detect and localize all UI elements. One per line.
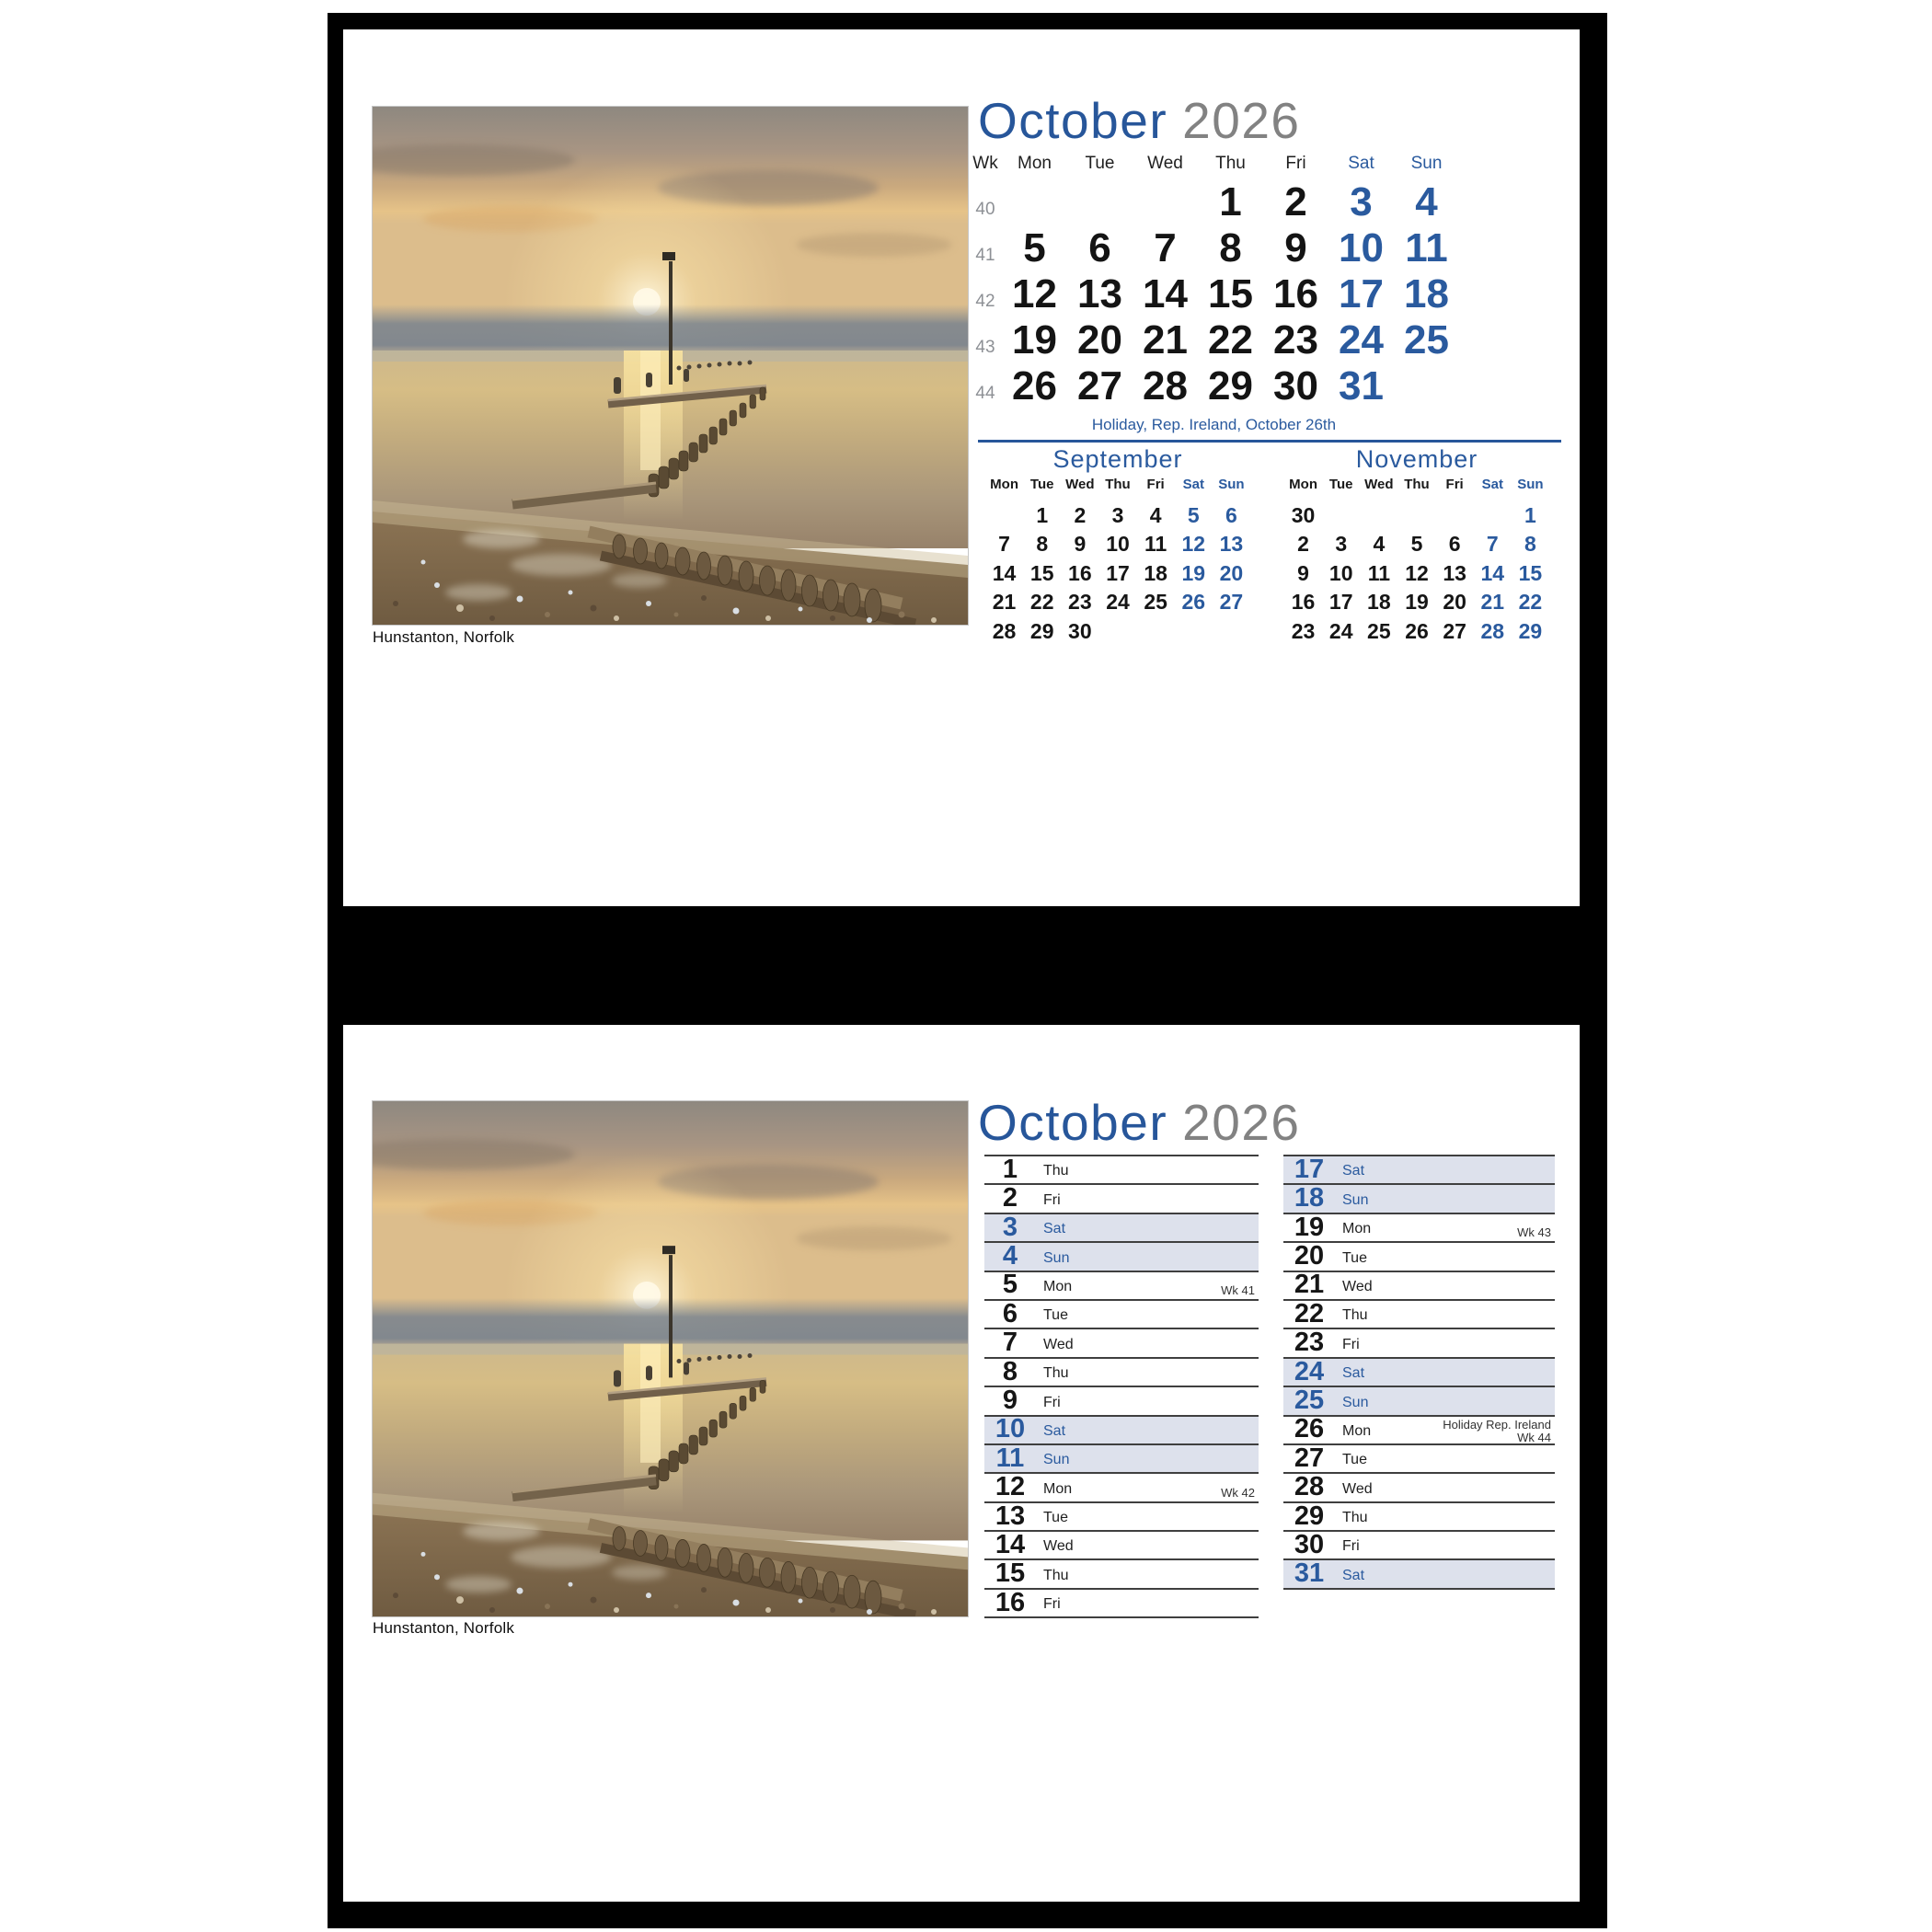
photo-caption: Hunstanton, Norfolk	[373, 628, 515, 646]
mini-date-cell: 18	[1367, 590, 1391, 614]
mini-date-cell: 12	[1405, 560, 1429, 585]
day-name: Wed	[1043, 1336, 1074, 1352]
mini-date-cell: 29	[1029, 618, 1054, 643]
grid-week-row	[969, 270, 1459, 316]
mini-header-sun: Sun	[1517, 477, 1544, 492]
mini-date-cell: 9	[1074, 532, 1087, 556]
mini-date-cell: 24	[1106, 590, 1130, 614]
day-name: Sun	[1043, 1452, 1070, 1468]
mini-date-cell: 29	[1518, 618, 1543, 643]
mini-date-cell: 27	[1443, 618, 1466, 643]
mini-date-cell: 28	[992, 618, 1017, 643]
month-title: October	[978, 1094, 1168, 1151]
day-row	[1283, 1241, 1555, 1270]
date-cell: 23	[1273, 317, 1318, 363]
date-cell: 2	[1284, 179, 1307, 225]
grid-week-row	[969, 362, 1459, 408]
day-number: 8	[1002, 1356, 1018, 1386]
mini-date-cell: 16	[1068, 560, 1092, 585]
mini-header-wed: Wed	[1065, 477, 1095, 492]
grid-header-row	[969, 154, 1459, 178]
day-number: 21	[1294, 1270, 1325, 1300]
date-cell: 5	[1023, 225, 1046, 271]
day-number: 18	[1294, 1183, 1325, 1213]
day-name: Tue	[1342, 1452, 1367, 1468]
day-number: 6	[1002, 1298, 1018, 1328]
date-cell: 9	[1284, 225, 1307, 271]
day-row	[1283, 1183, 1555, 1212]
date-cell: 1	[1219, 179, 1242, 225]
day-row	[984, 1357, 1259, 1386]
mini-date-cell: 4	[1149, 502, 1162, 527]
date-cell: 17	[1339, 271, 1384, 317]
day-number: 16	[995, 1587, 1026, 1617]
date-cell: 19	[1012, 317, 1057, 363]
mini-date-cell: 17	[1106, 560, 1130, 585]
mini-date-cell: 22	[1518, 590, 1543, 614]
grid-header-wed: Wed	[1147, 154, 1183, 173]
date-cell: 21	[1143, 317, 1188, 363]
note-line: Wk 42	[1221, 1485, 1255, 1500]
mini-date-cell: 19	[1405, 590, 1429, 614]
grid-week-row	[969, 178, 1459, 224]
day-name: Fri	[1342, 1538, 1360, 1555]
date-cell: 15	[1208, 271, 1253, 317]
mini-date-cell: 14	[1480, 560, 1505, 585]
mini-date-cell: 6	[1225, 502, 1237, 527]
mini-date-cell: 8	[1036, 532, 1049, 556]
mini-date-cell: 4	[1373, 532, 1386, 556]
day-row	[984, 1183, 1259, 1212]
day-name: Wed	[1342, 1278, 1373, 1294]
date-cell: 13	[1077, 271, 1122, 317]
mini-header-thu: Thu	[1404, 477, 1430, 492]
week-note	[1221, 1476, 1255, 1499]
day-name: Mon	[1043, 1278, 1073, 1294]
date-cell	[1394, 406, 1459, 408]
date-cell: 28	[1143, 363, 1188, 409]
mini-title: November	[1355, 445, 1478, 473]
day-name: Sat	[1043, 1422, 1066, 1439]
grid-header-sat: Sat	[1348, 154, 1374, 173]
day-name: Fri	[1043, 1191, 1061, 1208]
day-name: Thu	[1342, 1510, 1368, 1526]
mini-date-cell: 12	[1181, 532, 1206, 556]
mini-date-cell: 25	[1144, 590, 1167, 614]
mini-week-row	[985, 555, 1250, 584]
mini-date-cell: 5	[1410, 532, 1423, 556]
day-name: Wed	[1043, 1538, 1074, 1555]
mini-date-cell: 6	[1448, 532, 1461, 556]
grid-header-sun: Sun	[1410, 154, 1443, 173]
date-cell	[1002, 222, 1067, 224]
mini-date-cell: 14	[992, 560, 1017, 585]
planner-column-right	[1283, 1155, 1555, 1590]
day-number: 24	[1294, 1356, 1325, 1386]
mini-header-mon: Mon	[1289, 477, 1317, 492]
day-number: 29	[1294, 1501, 1325, 1531]
day-number: 11	[995, 1443, 1025, 1473]
day-row	[984, 1530, 1259, 1558]
week-number: 44	[975, 384, 995, 403]
note-line: Holiday Rep. Ireland	[1443, 1417, 1551, 1432]
mini-date-cell: 3	[1335, 532, 1348, 556]
mini-date-cell: 24	[1328, 618, 1353, 643]
date-cell: 8	[1219, 225, 1242, 271]
day-number: 7	[1002, 1328, 1018, 1358]
mini-header-sat: Sat	[1182, 477, 1204, 492]
mini-date-cell: 3	[1111, 502, 1124, 527]
day-row	[1283, 1558, 1555, 1587]
date-cell: 12	[1012, 271, 1057, 317]
mini-header-row	[1284, 477, 1549, 497]
mini-date-cell: 7	[1486, 532, 1499, 556]
planner-column-left	[984, 1155, 1259, 1618]
date-cell	[1133, 222, 1198, 224]
day-row	[1283, 1472, 1555, 1501]
mini-date-cell: 9	[1297, 560, 1309, 585]
mini-date-cell: 25	[1367, 618, 1391, 643]
day-name: Sat	[1342, 1567, 1365, 1583]
note-line: Wk 43	[1517, 1225, 1551, 1240]
date-cell: 10	[1339, 225, 1384, 271]
beach-sunset-artwork	[373, 1101, 968, 1616]
day-row	[984, 1328, 1259, 1356]
mini-date-cell: 1	[1524, 502, 1536, 527]
date-cell: 27	[1077, 363, 1122, 409]
photo-caption: Hunstanton, Norfolk	[373, 1619, 515, 1637]
day-number: 30	[1294, 1529, 1325, 1559]
mini-header-tue: Tue	[1029, 477, 1054, 492]
day-number: 22	[1294, 1298, 1325, 1328]
mini-header-fri: Fri	[1445, 477, 1464, 492]
mini-date-cell: 10	[1106, 532, 1130, 556]
day-row	[984, 1558, 1259, 1587]
date-cell: 24	[1339, 317, 1384, 363]
mini-date-cell: 13	[1219, 532, 1244, 556]
day-number: 9	[1002, 1385, 1018, 1415]
day-number: 1	[1002, 1154, 1018, 1184]
day-name: Thu	[1043, 1567, 1069, 1583]
grid-week-row	[969, 316, 1459, 362]
day-name: Tue	[1043, 1307, 1068, 1324]
day-number: 26	[1294, 1414, 1325, 1444]
day-row	[1283, 1530, 1555, 1558]
day-row	[984, 1443, 1259, 1472]
beach-photo-bottom	[372, 1100, 969, 1617]
mini-week-row	[1284, 497, 1549, 526]
date-cell: 18	[1404, 271, 1449, 317]
day-number: 27	[1294, 1443, 1325, 1473]
date-cell: 31	[1339, 363, 1384, 409]
mini-header-wed: Wed	[1364, 477, 1394, 492]
date-cell: 30	[1273, 363, 1318, 409]
page-title	[978, 1094, 1301, 1151]
mini-date-cell: 11	[1367, 560, 1391, 585]
week-number: 41	[975, 246, 995, 265]
mini-date-cell: 13	[1443, 560, 1466, 585]
day-row	[1283, 1328, 1555, 1356]
mini-header-sat: Sat	[1481, 477, 1503, 492]
day-row	[1283, 1155, 1555, 1183]
day-row	[1283, 1271, 1555, 1299]
date-cell: 22	[1208, 317, 1253, 363]
mini-header-thu: Thu	[1105, 477, 1131, 492]
year-title: 2026	[1182, 92, 1301, 149]
mini-date-cell: 18	[1144, 560, 1167, 585]
day-row	[1283, 1357, 1555, 1386]
mini-week-row	[1284, 526, 1549, 556]
date-cell: 26	[1012, 363, 1057, 409]
day-name: Wed	[1342, 1480, 1373, 1497]
mini-date-cell: 17	[1328, 590, 1353, 614]
mini-date-cell: 15	[1029, 560, 1054, 585]
grid-week-row	[969, 224, 1459, 270]
mini-date-cell: 27	[1219, 590, 1244, 614]
mini-date-cell: 7	[998, 532, 1010, 556]
mini-date-cell: 28	[1480, 618, 1505, 643]
mini-title: September	[1052, 445, 1183, 473]
mini-date-cell: 1	[1036, 502, 1049, 527]
day-number: 10	[995, 1414, 1026, 1444]
day-name: Sat	[1043, 1221, 1066, 1237]
mini-week-row	[1284, 584, 1549, 614]
day-name: Sat	[1342, 1163, 1365, 1179]
day-number: 17	[1294, 1154, 1325, 1184]
day-number: 15	[995, 1558, 1026, 1589]
mini-week-row	[985, 584, 1250, 614]
day-number: 25	[1294, 1385, 1325, 1415]
day-number: 3	[1002, 1212, 1018, 1242]
day-name: Thu	[1043, 1365, 1069, 1382]
beach-sunset-artwork	[373, 107, 968, 625]
beach-photo-top	[372, 106, 969, 626]
grid-header-mon: Mon	[1018, 154, 1052, 173]
page-title	[978, 92, 1301, 149]
day-number: 4	[1002, 1241, 1018, 1271]
week-number: 40	[975, 200, 995, 219]
day-number: 5	[1002, 1270, 1018, 1300]
day-row	[984, 1241, 1259, 1270]
day-name: Fri	[1043, 1394, 1061, 1410]
date-cell: 16	[1273, 271, 1318, 317]
day-number: 20	[1294, 1241, 1325, 1271]
mini-date-cell: 20	[1443, 590, 1466, 614]
day-name: Mon	[1342, 1422, 1372, 1439]
day-row	[984, 1588, 1259, 1616]
day-row	[984, 1299, 1259, 1328]
day-name: Sat	[1342, 1365, 1365, 1382]
day-row	[984, 1213, 1259, 1241]
mini-calendar-september	[985, 445, 1250, 642]
day-row	[1283, 1386, 1555, 1414]
day-name: Thu	[1043, 1163, 1069, 1179]
mini-week-row	[985, 613, 1250, 642]
day-number: 2	[1002, 1183, 1018, 1213]
note-line: Wk 44	[1517, 1430, 1551, 1444]
day-name: Sun	[1342, 1191, 1369, 1208]
date-cell: 20	[1077, 317, 1122, 363]
week-number: 42	[975, 292, 995, 311]
date-cell: 11	[1405, 225, 1448, 271]
mini-date-cell: 16	[1291, 590, 1316, 614]
day-row	[984, 1415, 1259, 1443]
mini-date-cell: 23	[1291, 618, 1316, 643]
year-title: 2026	[1182, 1094, 1301, 1151]
day-name: Tue	[1043, 1510, 1068, 1526]
mini-date-cell: 19	[1181, 560, 1206, 585]
day-row	[984, 1386, 1259, 1414]
day-name: Tue	[1342, 1249, 1367, 1266]
mini-date-cell: 22	[1029, 590, 1054, 614]
mini-date-cell: 23	[1068, 590, 1092, 614]
mini-week-row	[1284, 555, 1549, 584]
grid-header-wk: Wk	[972, 154, 998, 173]
day-number: 19	[1294, 1212, 1325, 1242]
week-note	[1221, 1274, 1255, 1297]
day-name: Fri	[1043, 1596, 1061, 1613]
grid-header-tue: Tue	[1085, 154, 1115, 173]
day-row	[984, 1501, 1259, 1530]
date-cell: 25	[1404, 317, 1449, 363]
mini-date-cell: 8	[1524, 532, 1536, 556]
day-row	[1283, 1443, 1555, 1472]
day-name: Sun	[1342, 1394, 1369, 1410]
mini-date-cell: 20	[1219, 560, 1244, 585]
day-row	[1283, 1213, 1555, 1241]
mini-date-cell: 2	[1297, 532, 1309, 556]
date-cell: 6	[1088, 225, 1111, 271]
day-row	[1283, 1299, 1555, 1328]
note-line: Wk 41	[1221, 1282, 1255, 1297]
mini-header-tue: Tue	[1328, 477, 1353, 492]
mini-date-cell: 21	[1480, 590, 1505, 614]
mini-header-row	[985, 477, 1250, 497]
day-name: Thu	[1342, 1307, 1368, 1324]
day-name: Mon	[1043, 1480, 1073, 1497]
mini-week-row	[985, 497, 1250, 526]
mini-header-fri: Fri	[1146, 477, 1165, 492]
mini-date-cell: 21	[992, 590, 1017, 614]
mini-header-mon: Mon	[990, 477, 1018, 492]
week-number: 43	[975, 338, 995, 357]
mini-date-cell: 26	[1405, 618, 1429, 643]
day-row	[984, 1155, 1259, 1183]
day-name: Fri	[1342, 1336, 1360, 1352]
day-row	[1283, 1501, 1555, 1530]
day-name: Mon	[1342, 1221, 1372, 1237]
date-cell: 7	[1154, 225, 1177, 271]
divider-line	[978, 440, 1561, 443]
mini-date-cell: 15	[1518, 560, 1543, 585]
mini-date-cell: 30	[1068, 618, 1092, 643]
month-grid	[969, 154, 1459, 408]
mini-date-cell: 11	[1144, 532, 1167, 556]
holiday-note: Holiday, Rep. Ireland, October 26th	[1091, 416, 1337, 433]
month-title: October	[978, 92, 1168, 149]
mini-date-cell: 26	[1181, 590, 1206, 614]
mini-week-row	[1284, 613, 1549, 642]
date-cell: 14	[1143, 271, 1188, 317]
mini-date-cell: 10	[1328, 560, 1353, 585]
date-cell	[1067, 222, 1133, 224]
date-cell: 29	[1208, 363, 1253, 409]
mini-header-sun: Sun	[1218, 477, 1245, 492]
mini-date-cell: 30	[1291, 502, 1316, 527]
day-row	[984, 1472, 1259, 1501]
date-cell: 3	[1350, 179, 1373, 225]
day-number: 23	[1294, 1328, 1325, 1358]
day-number: 31	[1294, 1558, 1325, 1589]
week-note	[1517, 1216, 1551, 1239]
day-number: 12	[995, 1472, 1026, 1502]
day-name: Sun	[1043, 1249, 1070, 1266]
grid-header-thu: Thu	[1215, 154, 1246, 173]
mini-date-cell: 2	[1074, 502, 1087, 527]
day-number: 28	[1294, 1472, 1325, 1502]
day-number: 13	[995, 1501, 1026, 1531]
grid-header-fri: Fri	[1285, 154, 1306, 173]
day-row	[1283, 1415, 1555, 1443]
date-cell: 4	[1415, 179, 1438, 225]
week-note	[1443, 1419, 1551, 1442]
day-number: 14	[995, 1529, 1026, 1559]
mini-calendar-november	[1284, 445, 1549, 642]
mini-date-cell: 5	[1187, 502, 1200, 527]
mini-week-row	[985, 526, 1250, 556]
day-row	[984, 1271, 1259, 1299]
